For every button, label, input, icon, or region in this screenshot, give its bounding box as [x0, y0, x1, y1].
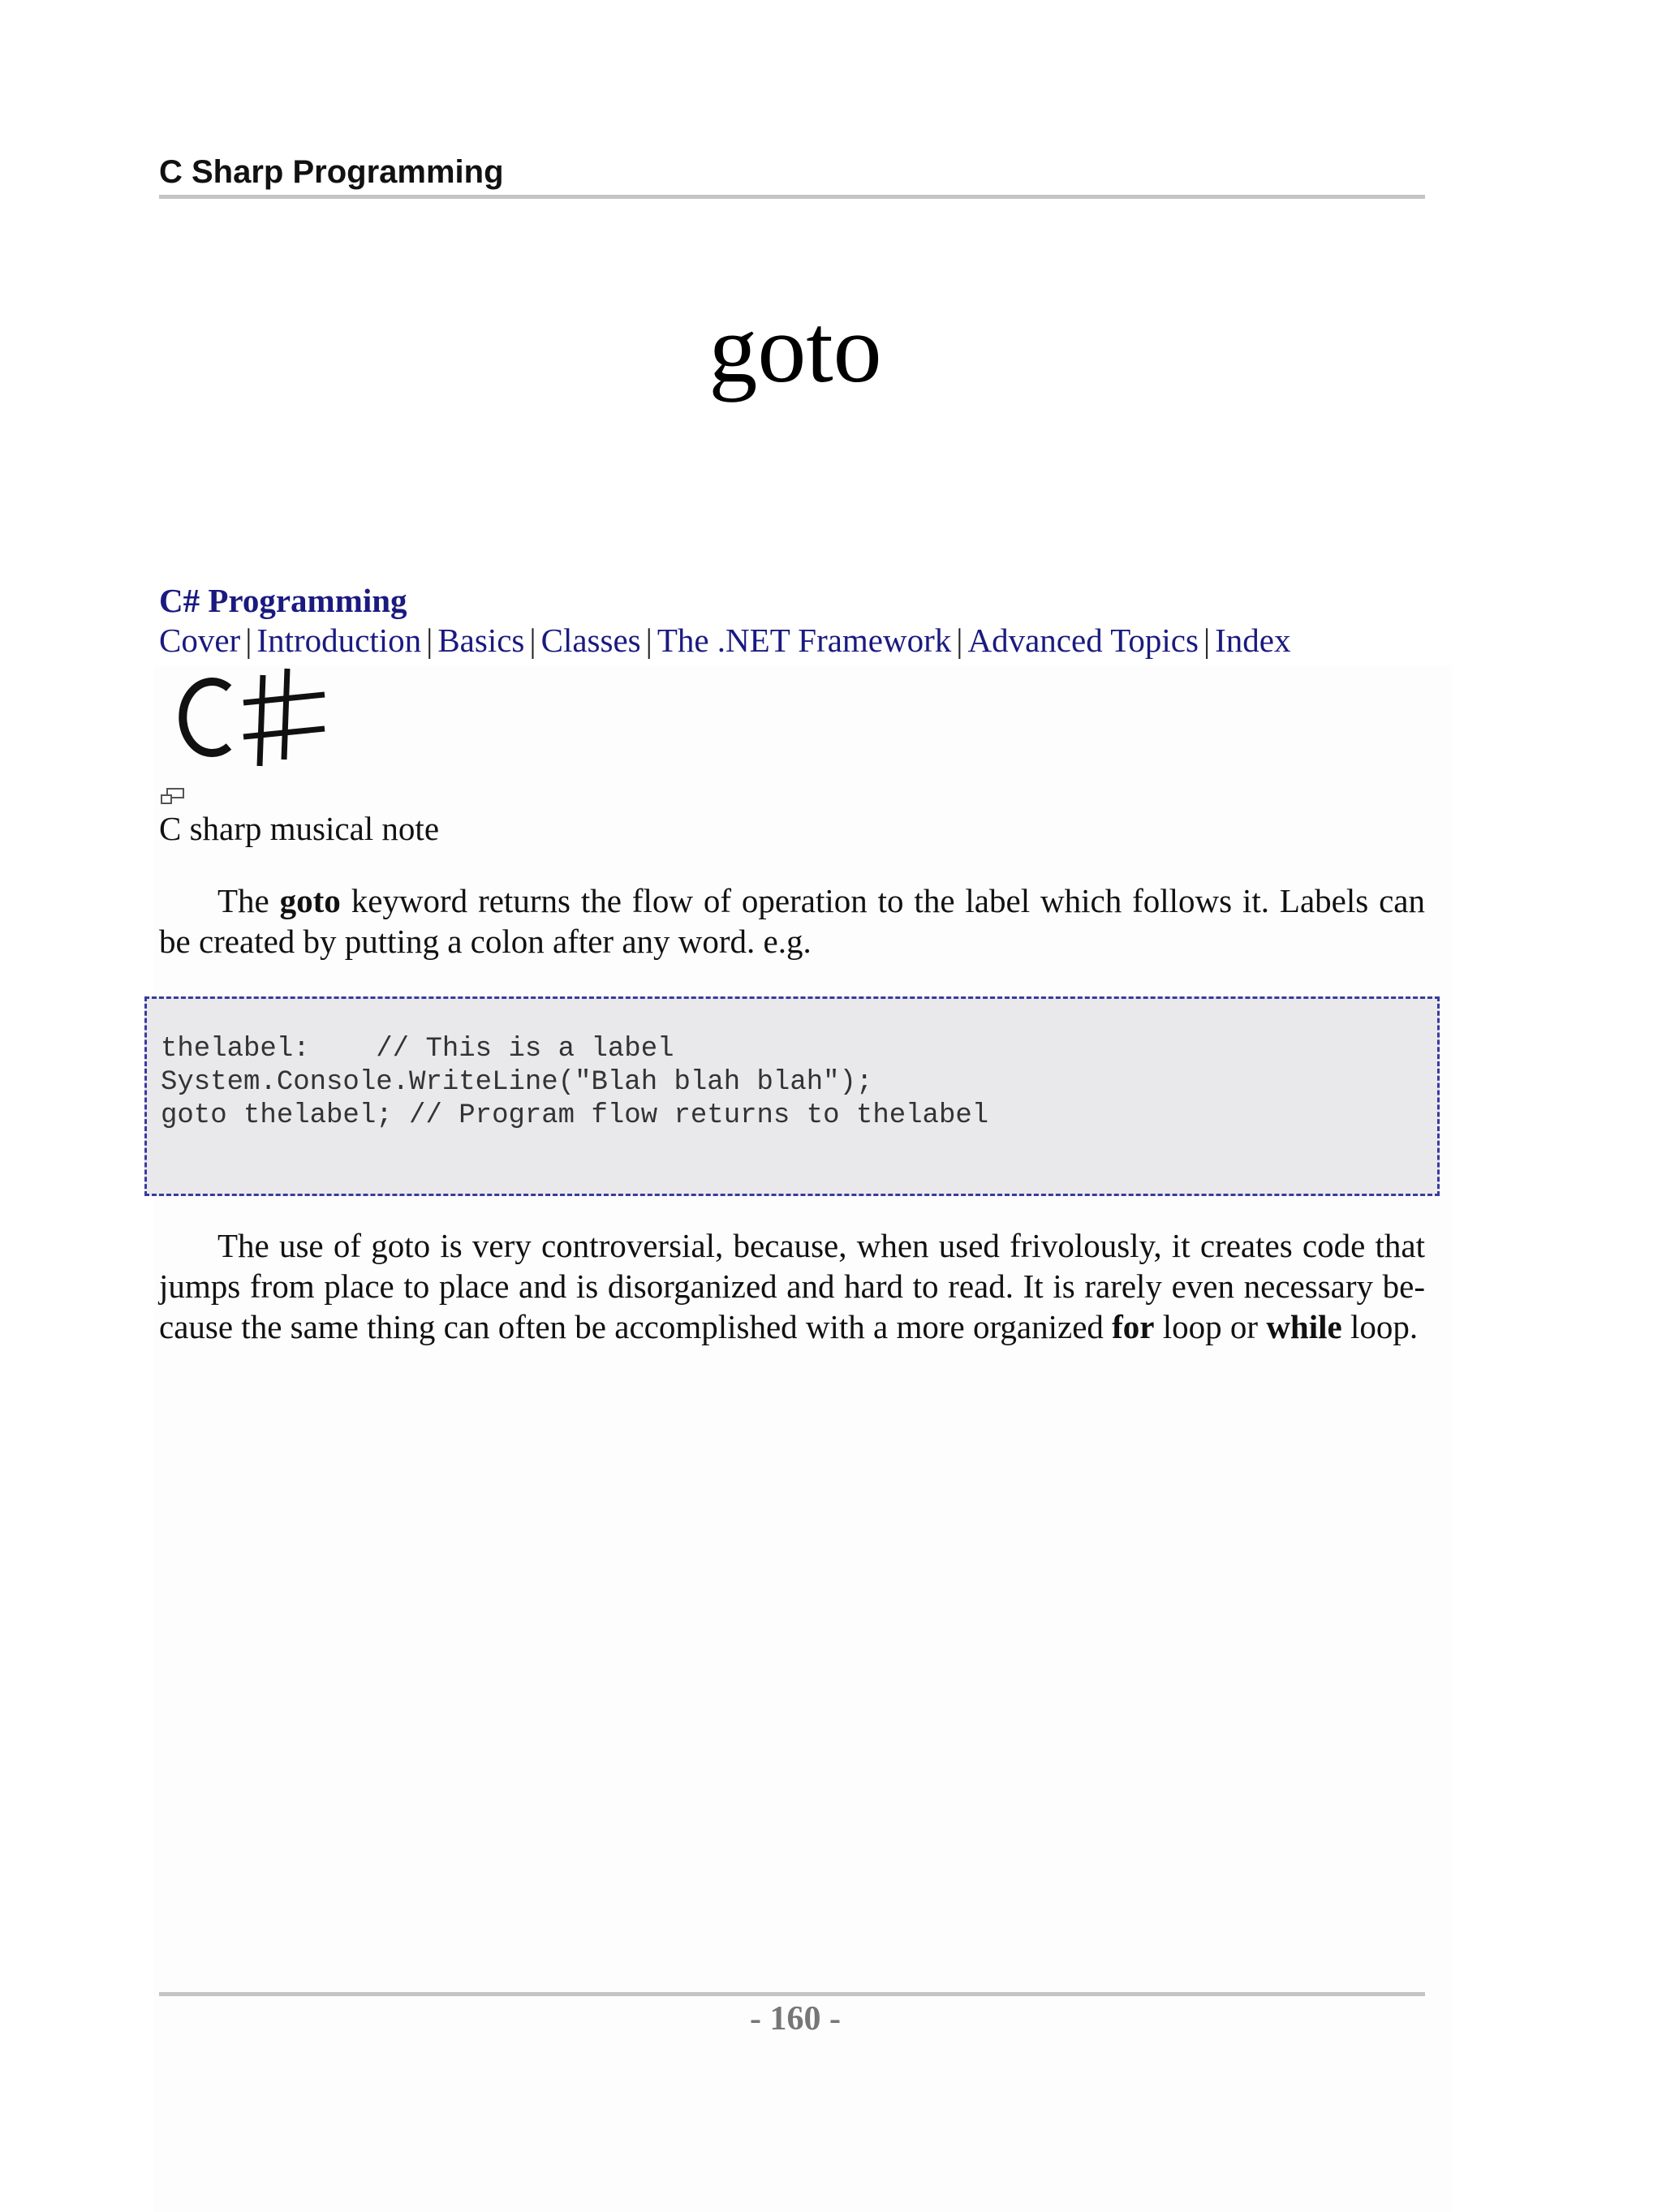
running-header: C Sharp Programming [159, 154, 504, 190]
enlarge-icon[interactable] [161, 787, 185, 805]
figure-caption: C sharp musical note [159, 810, 440, 847]
nav-separator: | [645, 622, 652, 659]
csharp-logo[interactable] [159, 665, 329, 771]
nav-link-advanced-topics[interactable]: Advanced Topics [967, 622, 1199, 659]
navbox-title[interactable]: C# Programming [159, 582, 407, 619]
nav-link-dotnet-framework[interactable]: The .NET Framework [657, 622, 952, 659]
keyword-while: while [1266, 1308, 1342, 1345]
code-line: System.Console.WriteLine("Blah blah blah"); [161, 1067, 873, 1098]
page-number: - 160 - [750, 2000, 841, 2038]
nav-separator: | [529, 622, 536, 659]
nav-separator: | [245, 622, 252, 659]
paragraph-intro: The goto keyword returns the flow of operation to the label which follows it. Labels can be created by putting a colon after any word. e.g. [159, 882, 1426, 960]
nav-separator: | [956, 622, 963, 659]
chapter-title: goto [708, 295, 882, 402]
nav-link-classes[interactable]: Classes [540, 622, 641, 659]
code-line: goto thelabel; // Program flow returns to thelabel [161, 1100, 989, 1131]
nav-link-index[interactable]: Index [1215, 622, 1291, 659]
keyword-goto: goto [279, 882, 341, 919]
nav-link-basics[interactable]: Basics [437, 622, 525, 659]
nav-link-cover[interactable]: Cover [159, 622, 241, 659]
code-block [144, 996, 1440, 1196]
navbox-links [159, 620, 1291, 661]
nav-link-introduction[interactable]: Introduction [256, 622, 422, 659]
paragraph-controversy: The use of goto is very controversial, because, when used frivolously, it creates code that jumps from place to place and is disorganized and hard to read. It is rarely even necessary because the same thing can often be accomplished with a more organized for loop or while loop. [159, 1227, 1425, 1345]
code-line: thelabel: // This is a label [161, 1034, 674, 1065]
footer-rule [159, 1992, 1425, 1996]
nav-separator: | [1203, 622, 1211, 659]
keyword-for: for [1112, 1308, 1155, 1345]
header-rule [159, 195, 1425, 199]
nav-separator: | [426, 622, 433, 659]
